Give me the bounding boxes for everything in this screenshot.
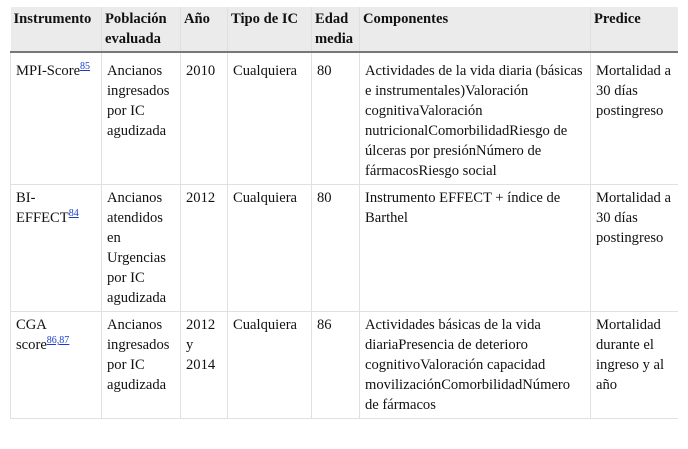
instrument-table: [10, 7, 678, 419]
table-row: [11, 185, 679, 312]
cell-predice: Mortalidad durante el ingreso y al año: [591, 312, 679, 419]
cell-predice: Mortalidad a 30 días postingreso: [591, 185, 679, 312]
cell-componentes: Actividades básicas de la vida diariaPresencia de deterioro cognitivoValoración capacidad movilizaciónComorbilidadNúmero de fármacos: [360, 312, 591, 419]
reference-link[interactable]: 84: [68, 208, 79, 220]
header-componentes: Componentes: [360, 7, 591, 52]
cell-tipo: Cualquiera: [228, 52, 312, 185]
cell-anio: 2012: [181, 185, 228, 312]
cell-edad: 80: [312, 52, 360, 185]
cell-anio: 2012 y 2014: [181, 312, 228, 419]
instrument-name: MPI-Score: [16, 63, 81, 79]
header-predice: Predice: [591, 7, 679, 52]
cell-predice: Mortalidad a 30 días postingreso: [591, 52, 679, 185]
cell-poblacion: Ancianos ingresados por IC agudizada: [102, 52, 181, 185]
cell-componentes: Instrumento EFFECT + índice de Barthel: [360, 185, 591, 312]
cell-poblacion: Ancianos atendidos en Urgencias por IC agudizada: [102, 185, 181, 312]
cell-anio: 2010: [181, 52, 228, 185]
header-instrumento: Instrumento: [11, 7, 102, 52]
cell-tipo: Cualquiera: [228, 185, 312, 312]
header-edad: Edad media: [312, 7, 360, 52]
table-row: [11, 312, 679, 419]
header-anio: Año: [181, 7, 228, 52]
cell-componentes: Actividades de la vida diaria (básicas e instrumentales)Valoración cognitivaValoración nutricionalComorbilidadRiesgo de úlceras por presiónNúmero de fármacosRiesgo social: [360, 52, 591, 185]
reference-link[interactable]: 85: [80, 61, 91, 73]
cell-poblacion: Ancianos ingresados por IC agudizada: [102, 312, 181, 419]
header-tipo: Tipo de IC: [228, 7, 312, 52]
cell-instrumento: [11, 312, 102, 419]
cell-instrumento: [11, 185, 102, 312]
reference-link[interactable]: 86,87: [46, 335, 70, 347]
cell-edad: 86: [312, 312, 360, 419]
cell-edad: 80: [312, 185, 360, 312]
cell-instrumento: [11, 52, 102, 185]
header-row: [11, 7, 679, 52]
cell-tipo: Cualquiera: [228, 312, 312, 419]
instrument-name: CGA score: [16, 317, 47, 353]
table-row: [11, 52, 679, 185]
header-poblacion: Población evaluada: [102, 7, 181, 52]
table-container: [10, 7, 678, 439]
instrument-name: BI-EFFECT: [16, 190, 69, 226]
